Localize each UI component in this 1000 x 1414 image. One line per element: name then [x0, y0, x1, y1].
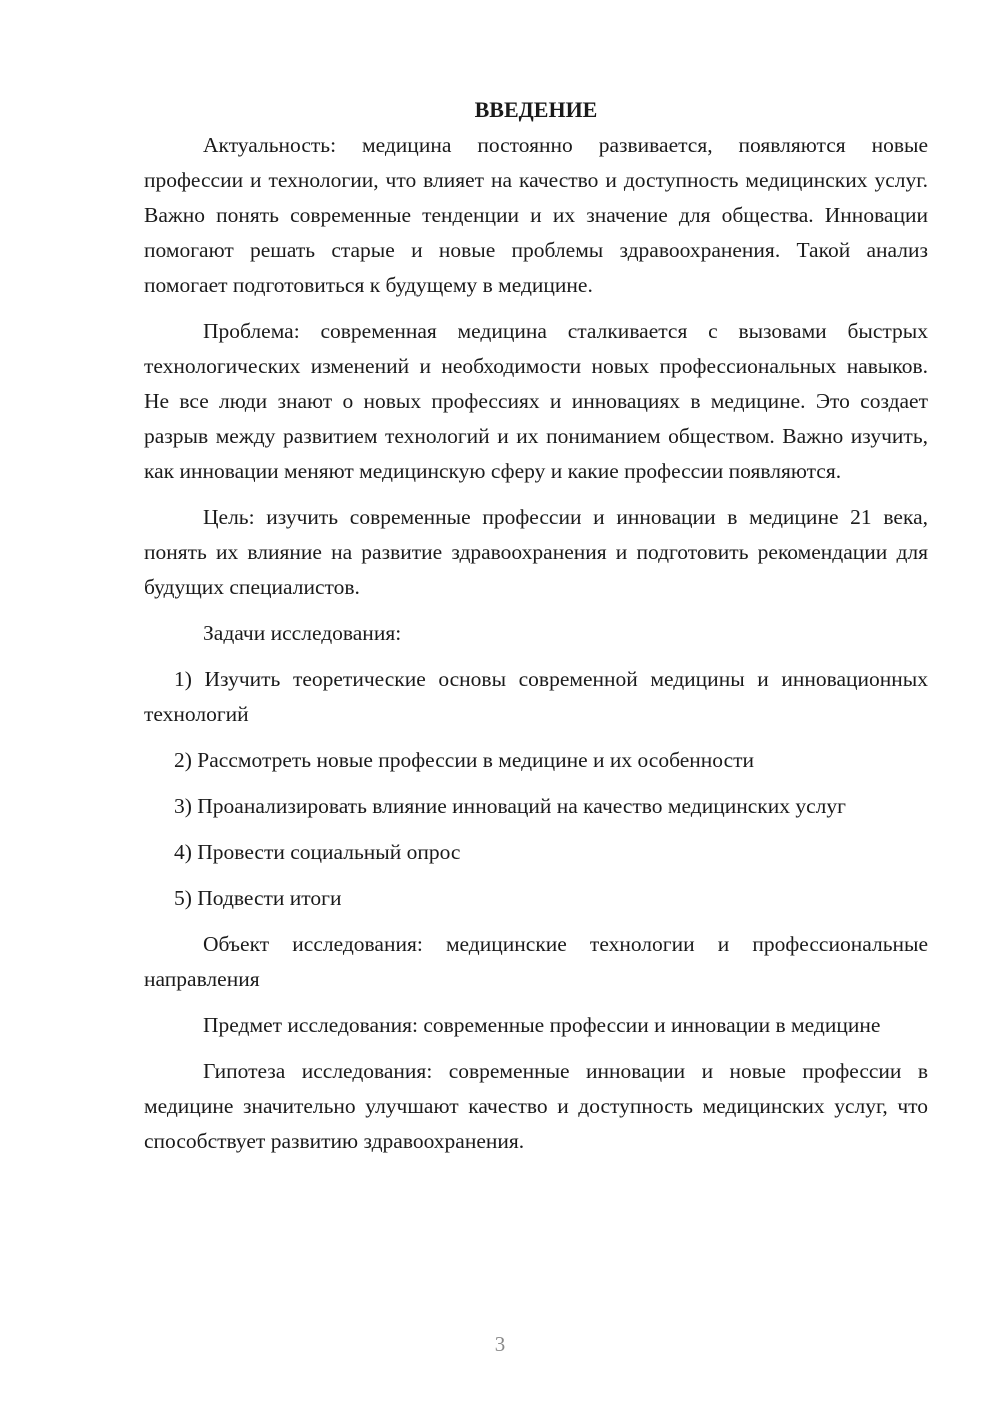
task-item-4: 4) Провести социальный опрос	[174, 840, 461, 864]
paragraph-problem: Проблема: современная медицина сталкивается с вызовами быстрых технологических изменений и необходимости новых профессиональных навыков. Не все люди знают о новых профессиях и инновациях в медицине. Это создает разрыв между развитием технологий и их пониманием обществом. Важно изучить, как инновации меняют медицинскую сферу и какие профессии появляются.	[144, 319, 928, 483]
paragraph-subject: Предмет исследования: современные профессии и инновации в медицине	[203, 1013, 881, 1037]
page-number: 3	[494, 1332, 506, 1356]
paragraph-hypothesis: Гипотеза исследования: современные инновации и новые профессии в медицине значительно улучшают качество и доступность медицинских услуг, что способствует развитию здравоохранения.	[144, 1059, 928, 1153]
document-page	[144, 92, 928, 1170]
paragraph-object: Объект исследования: медицинские технологии и профессиональные направления	[144, 932, 928, 991]
task-item-5: 5) Подвести итоги	[174, 886, 342, 910]
task-item-1: 1) Изучить теоретические основы современной медицины и инновационных технологий	[144, 667, 928, 726]
paragraph-goal: Цель: изучить современные профессии и инновации в медицине 21 века, понять их влияние на развитие здравоохранения и подготовить рекомендации для будущих специалистов.	[144, 505, 928, 599]
page-title: ВВЕДЕНИЕ	[474, 97, 598, 122]
paragraph-relevance: Актуальность: медицина постоянно развивается, появляются новые профессии и технологии, что влияет на качество и доступность медицинских услуг. Важно понять современные тенденции и их значение для общества. Инновации помогают решать старые и новые проблемы здравоохранения. Такой анализ помогает подготовиться к будущему в медицине.	[144, 133, 928, 297]
task-item-2: 2) Рассмотреть новые профессии в медицине и их особенности	[174, 748, 755, 772]
tasks-heading: Задачи исследования:	[203, 621, 402, 645]
task-item-3: 3) Проанализировать влияние инноваций на качество медицинских услуг	[174, 794, 846, 818]
